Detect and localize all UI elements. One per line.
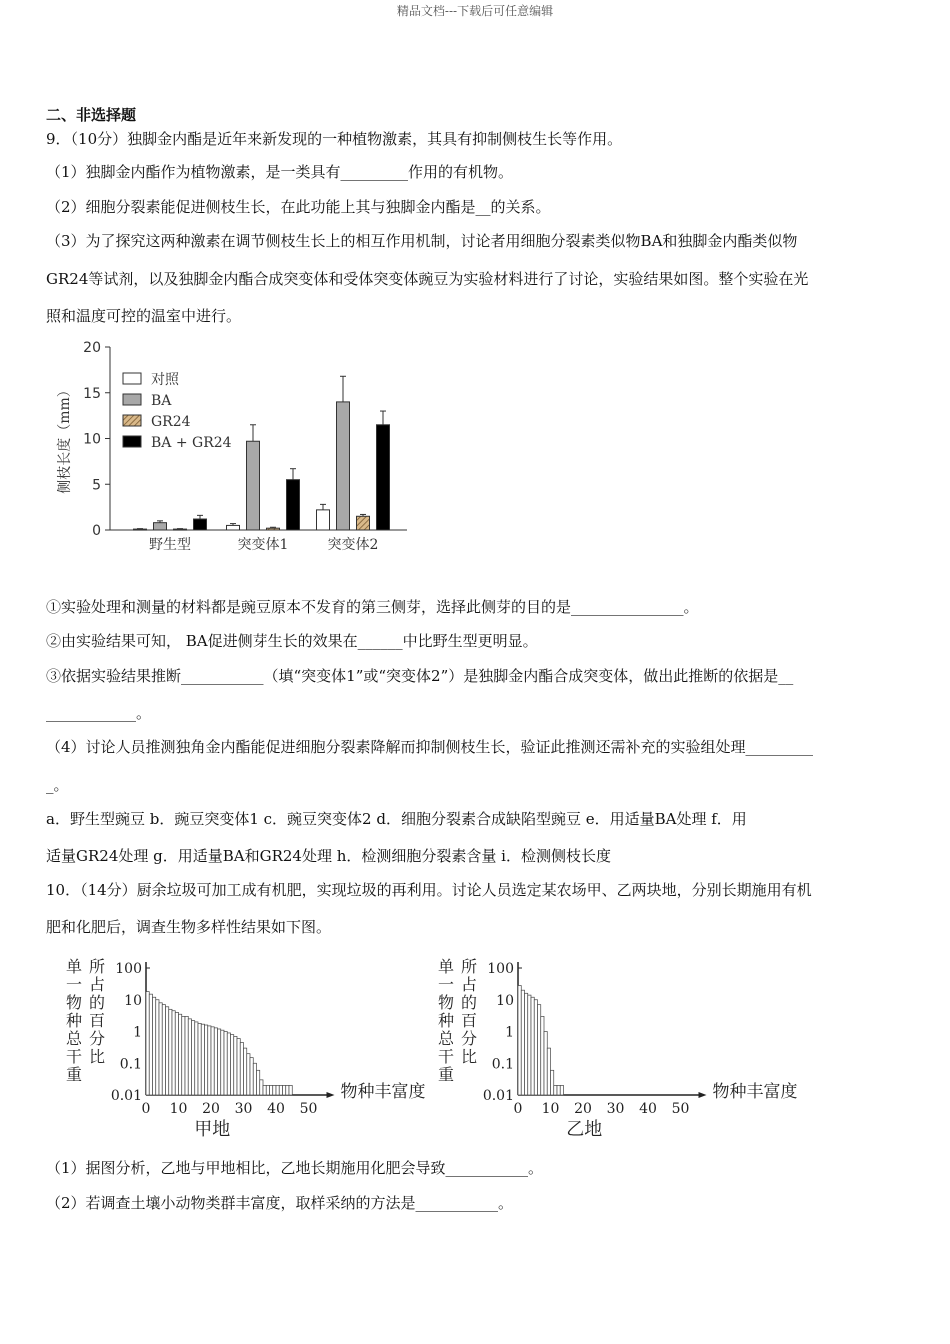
bar bbox=[283, 1085, 286, 1095]
q10-part2: （2）若调查土壤小动物类群丰富度，取样采纳的方法是___________。 bbox=[46, 1194, 514, 1212]
q9-part4-line1: （4）讨论人员推测独角金内酯能促进细胞分裂素降解而抑制侧枝生长，验证此推测还需补充的实验组处理_________ bbox=[46, 738, 814, 756]
q9-part4-line2: _。 bbox=[46, 776, 69, 794]
y-tick-label: 5 bbox=[92, 477, 101, 494]
q9-stem: 9．（10分）独脚金内酯是近年来新发现的一种植物激素，其具有抑制侧枝生长等作用。 bbox=[46, 130, 623, 148]
bar bbox=[273, 1085, 276, 1095]
y-axis-label-char: 占 bbox=[460, 975, 478, 994]
y-axis-label-char: 所 bbox=[460, 957, 478, 976]
bar bbox=[557, 1085, 560, 1095]
bar bbox=[250, 1058, 253, 1095]
bar bbox=[551, 1070, 554, 1095]
y-tick-label: 0.01 bbox=[110, 1088, 142, 1104]
bar bbox=[179, 1014, 182, 1095]
y-tick-label: 10 bbox=[83, 431, 101, 448]
y-tick-label: 0.1 bbox=[491, 1056, 514, 1073]
bar bbox=[166, 1007, 169, 1095]
bar bbox=[194, 519, 207, 530]
y-axis-label-char: 占 bbox=[88, 975, 106, 994]
field-jia-chart bbox=[60, 950, 430, 1145]
legend-label: BA bbox=[151, 393, 172, 409]
y-axis-label-char: 百 bbox=[88, 1011, 106, 1030]
x-tick-label: 40 bbox=[639, 1101, 657, 1117]
bar bbox=[538, 1005, 541, 1095]
bar bbox=[528, 995, 531, 1095]
bar bbox=[521, 990, 524, 1095]
y-axis-label-char: 重 bbox=[65, 1065, 83, 1084]
bar bbox=[534, 1000, 537, 1095]
bar bbox=[270, 1085, 273, 1095]
x-tick-label: 30 bbox=[234, 1101, 253, 1117]
legend-swatch bbox=[123, 415, 141, 426]
y-axis-label-char: 物 bbox=[437, 993, 455, 1012]
x-tick-label: 30 bbox=[606, 1101, 625, 1117]
bar bbox=[267, 528, 280, 530]
bar bbox=[159, 1003, 162, 1095]
q9-part2: （2）细胞分裂素能促进侧枝生长，在此功能上其与独脚金内酯是__的关系。 bbox=[46, 198, 551, 216]
q9-options-line2: 适量GR24处理 g．用适量BA和GR24处理 h．检测细胞分裂素含量 i．检测侧枝长度 bbox=[46, 847, 611, 865]
bar bbox=[560, 1085, 563, 1095]
bar bbox=[287, 480, 300, 530]
bar bbox=[266, 1085, 269, 1095]
y-tick-label: 10 bbox=[496, 992, 514, 1009]
x-tick-label: 0 bbox=[513, 1101, 523, 1117]
y-tick-label: 10 bbox=[124, 992, 142, 1009]
bar bbox=[531, 997, 534, 1095]
legend-swatch bbox=[123, 373, 141, 384]
x-tick-label: 20 bbox=[574, 1101, 592, 1117]
bar bbox=[154, 523, 167, 530]
bar bbox=[149, 994, 152, 1095]
y-tick-label: 1 bbox=[133, 1024, 142, 1041]
bar bbox=[276, 1085, 279, 1095]
bar bbox=[253, 1063, 256, 1095]
bar bbox=[257, 1070, 260, 1095]
x-tick-label: 20 bbox=[202, 1101, 220, 1117]
bar bbox=[185, 1016, 188, 1095]
bar bbox=[201, 1024, 204, 1095]
bar bbox=[541, 1016, 544, 1095]
q9-part1: （1）独脚金内酯作为植物激素，是一类具有_________作用的有机物。 bbox=[46, 163, 514, 181]
bar bbox=[146, 992, 149, 1095]
legend-swatch bbox=[123, 394, 141, 405]
bar bbox=[169, 1009, 172, 1095]
bar bbox=[377, 425, 390, 530]
bar bbox=[174, 529, 187, 530]
y-axis-label-char: 单 bbox=[437, 957, 455, 976]
y-tick-label: 0 bbox=[92, 523, 101, 539]
q9-part3-line2: GR24等试剂，以及独脚金内酯合成突变体和受体突变体豌豆为实验材料进行了讨论，实验结果如图。整个实验在光 bbox=[46, 270, 809, 288]
q9-sub1: ①实验处理和测量的材料都是豌豆原本不发育的第三侧芽，选择此侧芽的目的是_______________。 bbox=[46, 598, 699, 616]
section-title: 二、非选择题 bbox=[46, 106, 137, 124]
y-tick-label: 15 bbox=[83, 385, 101, 402]
y-axis-label-char: 一 bbox=[65, 975, 83, 994]
bar bbox=[231, 1035, 234, 1095]
q10-part1: （1）据图分析，乙地与甲地相比，乙地长期施用化肥会导致___________。 bbox=[46, 1159, 544, 1177]
legend-label: GR24 bbox=[151, 414, 191, 430]
x-tick-label: 0 bbox=[141, 1101, 151, 1117]
bar bbox=[263, 1085, 266, 1095]
y-tick-label: 20 bbox=[83, 340, 101, 356]
y-axis-label: 侧枝长度（mm） bbox=[57, 383, 73, 494]
bar bbox=[227, 1033, 230, 1095]
bar bbox=[188, 1019, 191, 1095]
y-tick-label: 0.01 bbox=[482, 1088, 514, 1104]
x-tick-label: 10 bbox=[169, 1101, 188, 1117]
x-axis-arrow bbox=[327, 1092, 335, 1098]
bar bbox=[244, 1048, 247, 1095]
q9-part3-line3: 照和温度可控的温室中进行。 bbox=[46, 307, 242, 325]
y-axis-label-char: 所 bbox=[88, 957, 106, 976]
x-axis-arrow bbox=[699, 1092, 707, 1098]
bar bbox=[247, 1054, 250, 1095]
bar bbox=[182, 1016, 185, 1095]
bar bbox=[218, 1029, 221, 1095]
bar bbox=[240, 1043, 243, 1095]
bar bbox=[208, 1026, 211, 1095]
bar bbox=[198, 1023, 201, 1095]
y-axis-label-char: 干 bbox=[65, 1047, 83, 1066]
bar bbox=[279, 1085, 282, 1095]
bar bbox=[547, 1048, 550, 1095]
bar bbox=[175, 1012, 178, 1095]
y-axis-label-char: 总 bbox=[65, 1029, 83, 1048]
q10-stem-line2: 肥和化肥后，调查生物多样性结果如下图。 bbox=[46, 918, 332, 936]
legend-label: 对照 bbox=[151, 372, 179, 388]
bar bbox=[234, 1036, 237, 1095]
y-axis-label-char: 种 bbox=[65, 1011, 83, 1030]
q9-options-line1: a．野生型豌豆 b．豌豆突变体1 c．豌豆突变体2 d．细胞分裂素合成缺陷型豌豆 e．用适量BA处理 f．用 bbox=[46, 810, 747, 828]
bar bbox=[214, 1028, 217, 1095]
x-category-label: 野生型 bbox=[149, 537, 191, 553]
bar bbox=[260, 1080, 263, 1095]
x-category-label: 突变体1 bbox=[237, 537, 289, 553]
bar bbox=[205, 1025, 208, 1095]
x-category-label: 突变体2 bbox=[327, 537, 379, 553]
y-axis-label-char: 比 bbox=[460, 1047, 478, 1066]
bar bbox=[227, 525, 240, 530]
bar bbox=[518, 986, 521, 1095]
y-axis-label-char: 百 bbox=[460, 1011, 478, 1030]
y-tick-label: 0.1 bbox=[119, 1056, 142, 1073]
y-axis-label-char: 的 bbox=[88, 993, 106, 1012]
bar bbox=[134, 529, 147, 530]
bar bbox=[172, 1011, 175, 1095]
y-axis-label-char: 干 bbox=[437, 1047, 455, 1066]
lateral-branch-bar-chart bbox=[55, 335, 425, 565]
bar bbox=[156, 1000, 159, 1095]
y-axis-label-char: 分 bbox=[460, 1029, 478, 1048]
y-axis-label-char: 一 bbox=[437, 975, 455, 994]
bar bbox=[192, 1021, 195, 1095]
bar bbox=[221, 1030, 224, 1095]
chart-title: 乙地 bbox=[566, 1119, 603, 1140]
bar bbox=[337, 402, 350, 530]
y-axis-label-char: 重 bbox=[437, 1065, 455, 1084]
bar bbox=[224, 1032, 227, 1096]
y-axis-label-char: 单 bbox=[65, 957, 83, 976]
legend-label: BA + GR24 bbox=[151, 435, 232, 451]
bar bbox=[289, 1085, 292, 1095]
bar bbox=[317, 510, 330, 530]
x-tick-label: 40 bbox=[267, 1101, 285, 1117]
bar bbox=[211, 1027, 214, 1095]
chart-title: 甲地 bbox=[194, 1119, 231, 1140]
bar bbox=[195, 1022, 198, 1095]
legend-swatch bbox=[123, 436, 141, 447]
y-axis-label-char: 比 bbox=[88, 1047, 106, 1066]
y-axis-label-char: 总 bbox=[437, 1029, 455, 1048]
x-axis-label: 物种丰富度 bbox=[712, 1082, 798, 1102]
q9-sub3-line2: ____________。 bbox=[46, 704, 152, 722]
y-axis-label-char: 种 bbox=[437, 1011, 455, 1030]
bar bbox=[357, 516, 370, 530]
bar bbox=[544, 1032, 547, 1096]
x-tick-label: 50 bbox=[671, 1101, 690, 1117]
page-header: 精品文档---下载后可任意编辑 bbox=[396, 4, 554, 18]
field-yi-chart bbox=[432, 950, 802, 1145]
bar bbox=[153, 997, 156, 1095]
q10-stem-line1: 10．（14分）厨余垃圾可加工成有机肥，实现垃圾的再利用。讨论人员选定某农场甲、乙两块地，分别长期施用有机 bbox=[46, 881, 812, 899]
x-tick-label: 10 bbox=[541, 1101, 560, 1117]
bar bbox=[162, 1005, 165, 1095]
y-tick-label: 100 bbox=[487, 961, 514, 977]
y-axis-label-char: 分 bbox=[88, 1029, 106, 1048]
bar bbox=[286, 1085, 289, 1095]
bar bbox=[525, 993, 528, 1095]
y-tick-label: 100 bbox=[115, 961, 142, 977]
q9-part3-line1: （3）为了探究这两种激素在调节侧枝生长上的相互作用机制，讨论者用细胞分裂素类似物BA和独脚金内酯类似物 bbox=[46, 232, 798, 250]
y-tick-label: 1 bbox=[505, 1024, 514, 1041]
bar bbox=[247, 441, 260, 530]
x-tick-label: 50 bbox=[299, 1101, 318, 1117]
bar bbox=[554, 1085, 557, 1095]
q9-sub2: ②由实验结果可知， BA促进侧芽生长的效果在______中比野生型更明显。 bbox=[46, 632, 538, 650]
y-axis-label-char: 的 bbox=[460, 993, 478, 1012]
bar bbox=[237, 1039, 240, 1095]
y-axis-label-char: 物 bbox=[65, 993, 83, 1012]
q9-sub3-line1: ③依据实验结果推断___________（填“突变体1”或“突变体2”）是独脚金内酯合成突变体，做出此推断的依据是__ bbox=[46, 667, 794, 685]
x-axis-label: 物种丰富度 bbox=[340, 1082, 426, 1102]
